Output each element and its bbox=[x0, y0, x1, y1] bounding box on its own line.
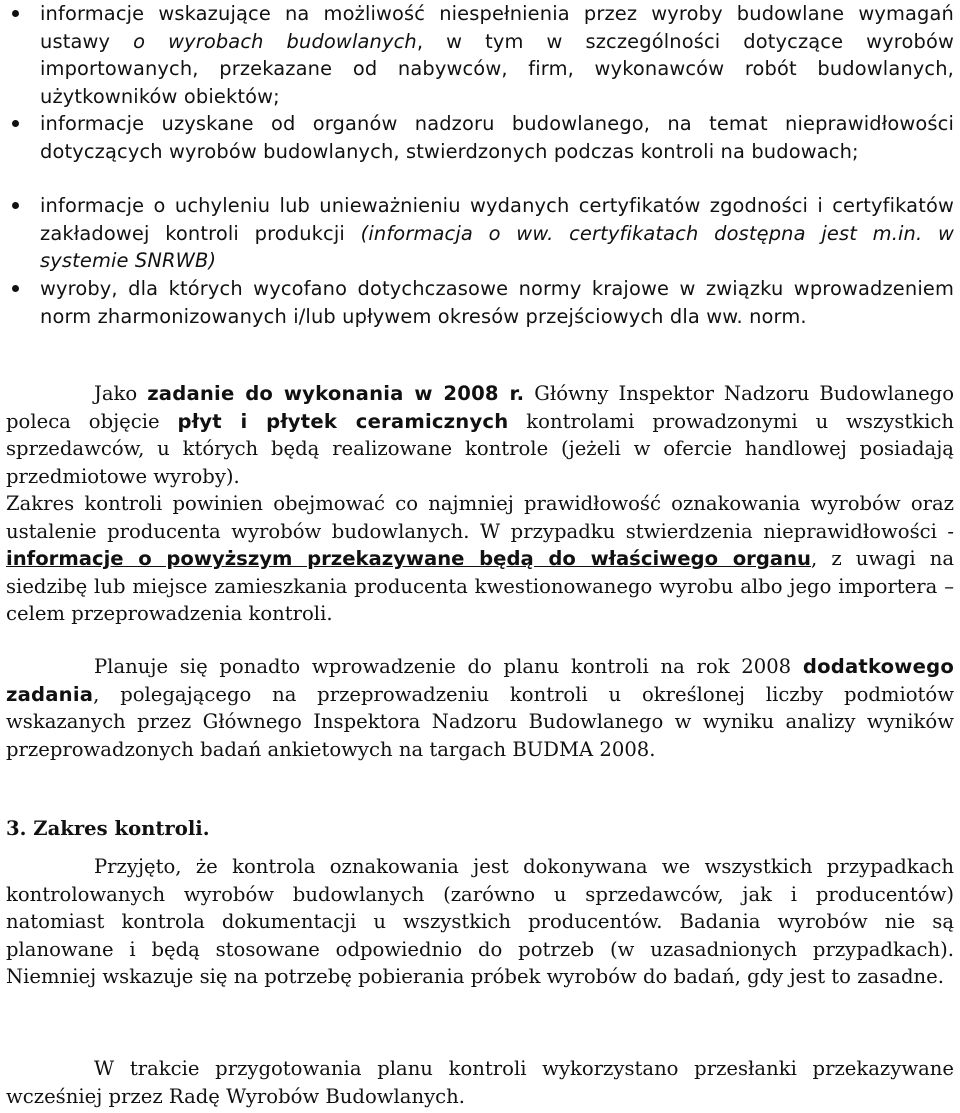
paragraph-text: W trakcie przygotowania planu kontroli wykorzystano przesłanki przekazywane wcześniej przez Radę Wyrobów Budowlanych. bbox=[6, 1057, 954, 1108]
list-item-italic-text: (informacja o ww. certyfikatach dostępna jest m.in. w systemie SNRWB) bbox=[40, 221, 955, 273]
info-sources-list bbox=[6, 0, 954, 358]
paragraph-text: kontrolami prowadzonymi u wszystkich sprzedawców, u których będą realizowane kontrole (jeżeli w ofercie handlowej posiadają przedmiotowe wyroby). bbox=[6, 409, 954, 488]
paragraph-text: Zakres kontroli powinien obejmować co najmniej prawidłowość oznakowania wyrobów oraz ustalenie producenta wyrobów budowlanych. W przypadku stwierdzenia nieprawidłowości - bbox=[6, 492, 954, 543]
paragraph-text: Jako bbox=[94, 382, 148, 405]
product-emphasis: płyt i płytek ceramicznych bbox=[177, 409, 509, 433]
control-paragraph bbox=[6, 853, 954, 991]
final-paragraph bbox=[6, 1055, 954, 1110]
scope-paragraph bbox=[6, 490, 954, 628]
bullet-icon bbox=[12, 120, 19, 127]
task-emphasis: zadanie do wykonania w 2008 r. bbox=[147, 382, 525, 405]
list-item bbox=[6, 192, 954, 275]
paragraph-text: Główny Inspektor Nadzoru Budowlanego poleca objęcie bbox=[6, 382, 955, 433]
bullet-icon bbox=[12, 202, 19, 209]
bullet-icon bbox=[12, 10, 19, 17]
paragraph-text: Przyjęto, że kontrola oznakowania jest dokonywana we wszystkich przypadkach kontrolowanych wyrobów budowlanych (zarówno u sprzedawców, jak i producentów) natomiast kontrola dokumentacji u wszystkich producentów. Badania wyrobów nie są planowane i będą stosowane odpowiednio do potrzeb (w uzasadnionych przypadkach). Niemniej wskazuje się na potrzebę pobierania próbek wyrobów do badań, gdy jest to zasadne. bbox=[6, 855, 954, 989]
list-item bbox=[6, 110, 954, 192]
paragraph-text: , z uwagi na siedzibę lub miejsce zamieszkania producenta kwestionowanego wyrobu albo jego importera – celem przeprowadzenia kontroli. bbox=[6, 547, 955, 626]
section-heading: 3. Zakres kontroli. bbox=[6, 817, 210, 840]
bullet-icon bbox=[12, 285, 19, 292]
plan-paragraph bbox=[6, 653, 954, 763]
list-item-text: wyroby, dla których wycofano dotychczasowe normy krajowe w związku wprowadzeniem norm zharmonizowanych i/lub upływem okresów przejściowych dla ww. norm. bbox=[40, 277, 954, 328]
list-item-text: , w tym w szczególności dotyczące wyrobów importowanych, przekazane od nabywców, firm, wykonawców robót budowlanych, użytkowników obiektów; bbox=[40, 29, 954, 109]
list-item-text: informacje o uchyleniu lub unieważnieniu wydanych certyfikatów zgodności i certyfikatów zakładowej kontroli produkcji bbox=[40, 194, 954, 245]
list-item bbox=[6, 275, 954, 358]
paragraph-text: Planuje się ponadto wprowadzenie do planu kontroli na rok 2008 bbox=[94, 655, 803, 678]
list-item bbox=[6, 0, 954, 110]
notice-emphasis: informacje o powyższym przekazywane będą do właściwego organu bbox=[6, 547, 811, 571]
list-item-text: informacje wskazujące na możliwość niespełnienia przez wyroby budowlane wymagań ustawy bbox=[40, 2, 954, 53]
paragraph-text: , polegającego na przeprowadzeniu kontroli u określonej liczby podmiotów wskazanych przez Głównego Inspektora Nadzoru Budowlanego w wyniku analizy wyników przeprowadzonych badań ankietowych na targach BUDMA 2008. bbox=[6, 682, 954, 761]
task-paragraph bbox=[6, 380, 954, 490]
list-item-italic-text: o wyrobach budowlanych bbox=[133, 29, 417, 53]
additional-task-emphasis: dodatkowego zadania bbox=[6, 655, 954, 706]
list-item-text: informacje uzyskane od organów nadzoru budowlanego, na temat nieprawidłowości dotyczących wyrobów budowlanych, stwierdzonych podczas kontroli na budowach; bbox=[40, 112, 954, 163]
